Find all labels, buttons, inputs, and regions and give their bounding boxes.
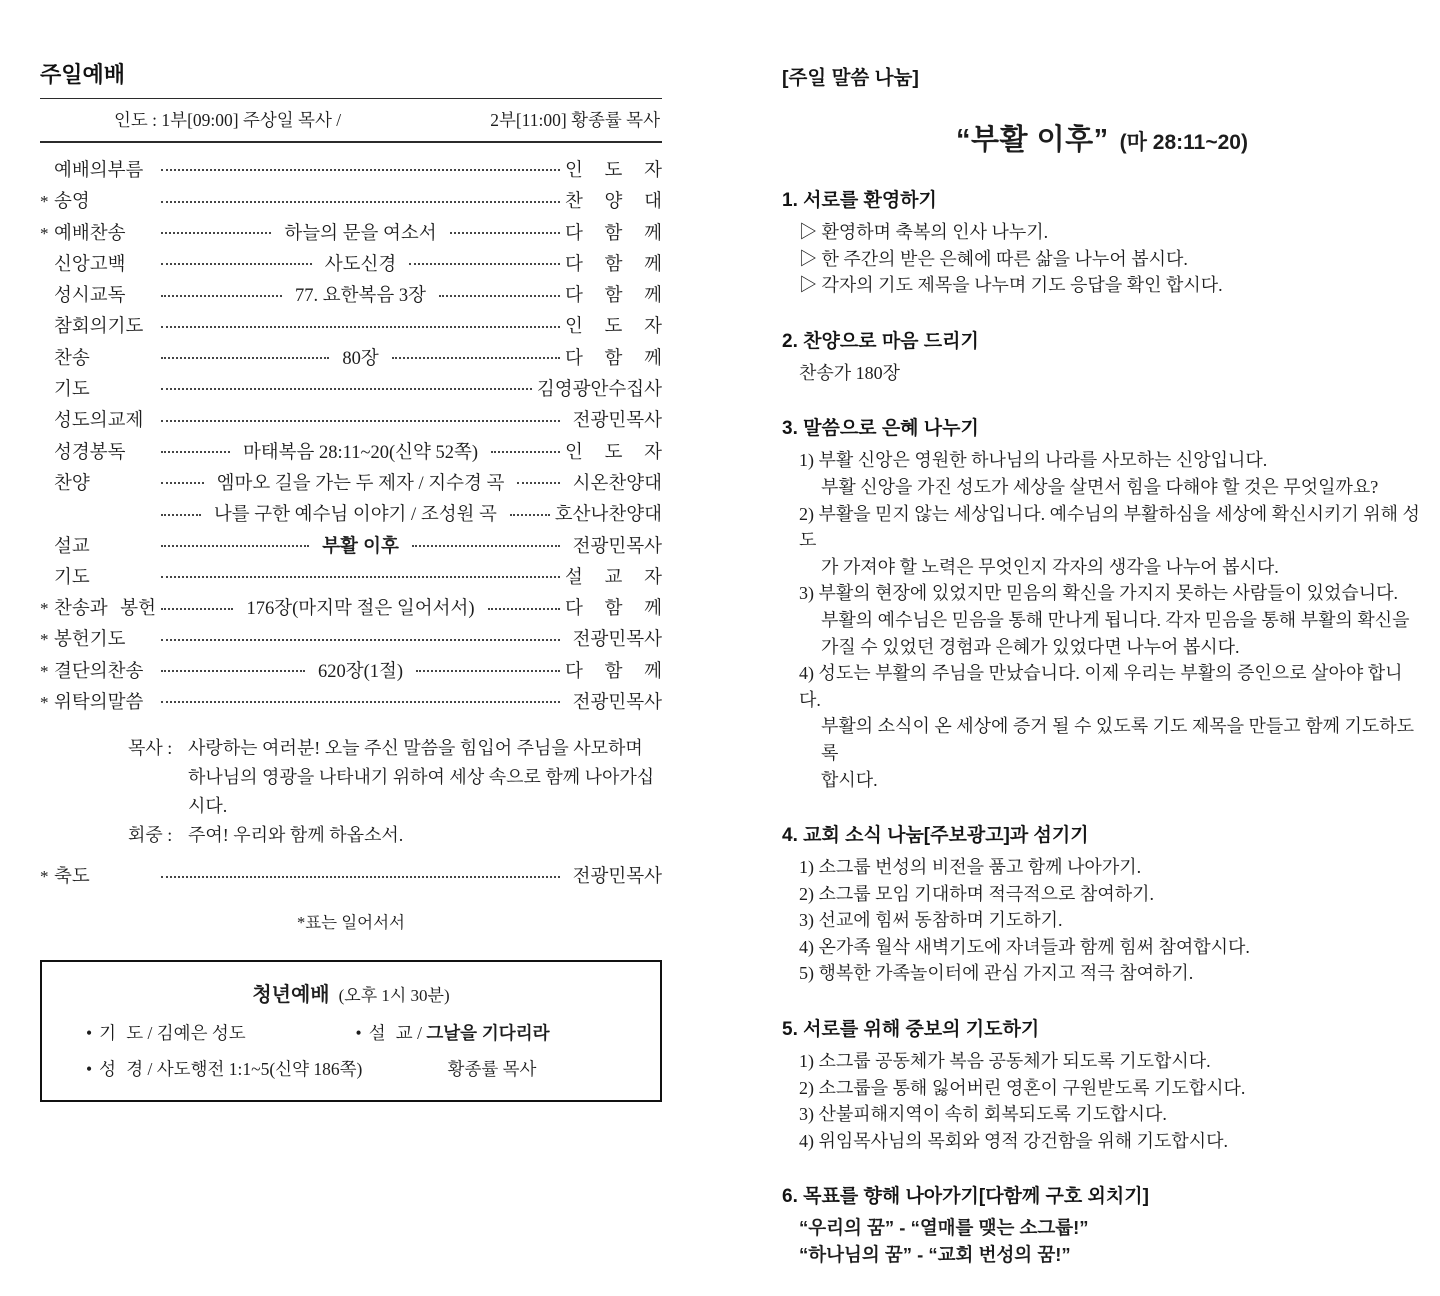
item-line: 3) 부활의 현장에 있었지만 믿음의 확신을 가지지 못하는 사람들이 있었습니다. [799,583,1399,604]
worship-item-label: 신앙고백 [54,254,126,275]
worship-item-detail: 나를 구한 예수님 이야기 / 조성원 곡 [213,505,497,526]
item-line: 2) 소그룹을 통해 잃어버린 영혼이 구원받도록 기도합시다. [799,1077,1246,1098]
worship-order-panel [40,58,662,1102]
bullet-mark: • [355,1022,362,1043]
standing-star-mark: * [40,661,49,681]
dot-leader [505,504,555,521]
worship-item-detail: 사도신경 [324,254,397,275]
worship-item-label: 찬양 [54,473,90,494]
section-heading: 2. 찬양으로 마음 드리기 [782,330,979,352]
bullet-mark: • [86,1058,93,1079]
dot-leader [156,285,287,302]
bullet-mark: • [86,1022,93,1043]
sermon-scripture-ref: (마 28:11~20) [1119,131,1248,154]
notes-sections [782,185,1422,1269]
dot-leader [156,191,565,208]
item-line: 4) 성도는 부활의 주님을 만났습니다. 이제 우리는 부활의 증인으로 살아야 합니다. [799,663,1403,710]
worship-item-label: 설교 [54,536,90,557]
leader-first-service: 인도 : 1부[09:00] 주상일 목사 / [114,110,342,130]
pastor-line: 사랑하는 여러분! 오늘 주신 말씀을 힘입어 주님을 사모하며 [188,738,643,759]
item-line: 1) 부활 신앙은 영원한 하나님의 나라를 사모하는 신앙입니다. [799,450,1268,471]
section-item [799,272,1422,299]
worship-item-person: 전광민목사 [572,536,662,557]
dot-leader [156,866,565,883]
worship-item-person: 인 도 자 [565,161,662,181]
youth-item: • 기 도 / 김예은 성도 [58,1020,328,1045]
sermon-title: “부활 이후” [956,124,1109,156]
section-item [799,501,1422,581]
worship-item-label: 예배찬송 [54,223,126,244]
notes-section [782,326,1422,387]
sermon-notes-panel [782,62,1422,1296]
worship-row [40,156,662,187]
section-item [799,907,1422,934]
item-line: 1) 소그룹 번성의 비전을 품고 함께 나아가기. [799,857,1142,878]
congregation-label: 회중 : [128,825,173,846]
worship-row [40,862,662,893]
item-line: 3) 산불피해지역이 속히 회복되도록 기도합시다. [799,1104,1167,1125]
notes-section [782,820,1422,987]
section-item [799,934,1422,961]
dot-leader [434,285,565,302]
worship-row [40,187,662,218]
worship-row [40,219,662,250]
worship-item-person: 시온찬양대 [572,473,662,494]
item-line: 1) 소그룹 공동체가 복음 공동체가 되도록 기도합시다. [799,1051,1211,1072]
item-line: 3) 선교에 힘써 동참하며 기도하기. [799,910,1063,931]
worship-rows [40,156,662,719]
worship-item-label: 찬송과 봉헌 [54,599,156,620]
standing-star-mark: * [40,693,49,713]
item-line: ▷ 한 주간의 받은 은혜에 따른 삶을 나누어 봅시다. [799,248,1188,269]
dot-leader [156,222,276,239]
benediction-row [40,862,662,893]
worship-row [40,657,662,688]
worship-item-person: 인 도 자 [565,442,663,463]
item-line: 4) 온가족 월삭 새벽기도에 자녀들과 함께 힘써 참여합시다. [799,936,1250,957]
worship-title: 주일예배 [40,62,126,87]
worship-item-label: 예배의부름 [54,161,144,181]
dot-leader [156,159,565,176]
worship-item-label: 축도 [54,867,90,888]
standing-footnote: *표는 일어서서 [296,912,405,932]
worship-item-person: 다 함 께 [565,223,662,244]
youth-title-line [58,978,644,1007]
section-items [799,447,1422,793]
dot-leader [445,222,565,239]
worship-item-detail: 하늘의 문을 여소서 [284,223,437,244]
worship-item-person: 인 도 자 [565,317,662,338]
dot-leader [156,598,238,615]
section-item [799,1215,1422,1242]
notes-header: [주일 말씀 나눔] [782,67,919,89]
dot-leader [156,660,310,677]
item-line: 찬송가 180장 [799,362,901,383]
congregation-response-row [128,821,662,850]
dot-leader [407,535,565,552]
section-items [799,360,1422,387]
notes-section [782,413,1422,793]
dot-leader [404,253,565,270]
section-item [799,219,1422,246]
worship-row [40,406,662,437]
dot-leader [156,347,334,364]
worship-item-person: 전광민목사 [572,693,662,714]
worship-row [40,344,662,375]
section-item [799,1242,1422,1269]
item-line: ▷ 각자의 기도 제목을 나누며 기도 응답을 확인 합시다. [799,275,1223,296]
worship-item-person: 다 함 께 [565,254,663,275]
notes-section [782,1014,1422,1154]
section-heading: 1. 서로를 환영하기 [782,190,937,211]
dot-leader [156,472,209,489]
item-line: 부활의 소식이 온 세상에 증거 될 수 있도록 기도 제목을 만들고 함께 기도하도록 [821,716,1415,763]
section-heading: 4. 교회 소식 나눔[주보광고]과 섬기기 [782,825,1089,847]
dot-leader [156,410,565,427]
section-item [799,246,1422,273]
dot-leader [156,316,565,333]
section-items [799,219,1422,299]
worship-item-detail: 엠마오 길을 가는 두 제자 / 지수경 곡 [216,473,505,494]
section-item [799,580,1422,660]
congregation-line: 주여! 우리와 함께 하옵소서. [188,825,404,846]
standing-star-mark: * [40,867,49,887]
section-item [799,447,1422,500]
worship-item-person: 다 함 께 [565,599,663,620]
worship-item-label: 참회의기도 [54,317,144,338]
youth-item-value: 황종률 목사 [447,1058,537,1079]
worship-row [40,594,662,625]
worship-row [40,438,662,469]
worship-item-person: 다 함 께 [565,661,663,682]
youth-item-value: 김예은 성도 [156,1022,246,1043]
section-items [799,854,1422,987]
worship-item-detail: 176장(마지막 절은 일어서서) [246,599,475,620]
worship-item-label: 기도 [54,567,90,588]
section-item [799,854,1422,881]
dot-leader [156,629,565,646]
item-line: 부활의 예수님은 믿음을 통해 만나게 됩니다. 각자 믿음을 통해 부활의 확신을 [821,609,1410,630]
worship-row [40,312,662,343]
worship-item-person: 전광민목사 [572,411,662,432]
leader-second-service: 2부[11:00] 황종률 목사 [490,110,660,130]
pastor-line: 하나님의 영광을 나타내기 위하여 세상 속으로 함께 나아가십시다. [188,767,655,817]
notes-section [782,185,1422,299]
section-heading: 3. 말씀으로 은혜 나누기 [782,418,979,440]
youth-title: 청년예배 [252,983,330,1006]
youth-item: • 설 교 / 그날을 기다리라 [328,1020,644,1045]
sermon-title-line [782,117,1422,158]
section-items [799,1048,1422,1154]
item-line: 합시다. [821,769,878,790]
item-line: 2) 소그룹 모임 기대하며 적극적으로 참여하기. [799,883,1154,904]
worship-item-label: 봉헌기도 [54,630,126,651]
youth-item-value: 사도행전 1:1~5(신약 186쪽) [156,1058,363,1079]
responsive-reading [128,734,662,850]
worship-item-person: 다 함 께 [565,286,663,307]
youth-item [328,1056,644,1081]
dot-leader [156,504,206,521]
item-line: 2) 부활을 믿지 않는 세상입니다. 예수님의 부활하심을 세상에 확신시키기 위해 성도 [799,503,1420,551]
worship-row [40,250,662,281]
worship-row [40,688,662,719]
worship-item-label: 찬송 [54,348,90,369]
worship-item-person: 전광민목사 [572,630,662,651]
worship-item-label: 결단의찬송 [54,661,144,682]
worship-item-person: 설 교 자 [565,567,662,588]
worship-item-label: 위탁의말씀 [54,693,144,714]
item-line: “우리의 꿈” - “열매를 맺는 소그룹!” [799,1217,1089,1239]
worship-item-detail: 77. 요한복음 3장 [295,286,426,307]
pastor-response-row [128,734,662,821]
item-line: ▷ 환영하며 축복의 인사 나누기. [799,222,1049,242]
section-heading: 5. 서로를 위해 중보의 기도하기 [782,1019,1040,1041]
worship-item-detail: 마태복음 28:11~20(신약 52쪽) [242,442,479,463]
section-item [799,1128,1422,1155]
item-line: 4) 위임목사님의 목회와 영적 강건함을 위해 기도합시다. [799,1130,1229,1151]
dot-leader [156,691,565,708]
pastor-label: 목사 : [128,738,173,759]
dot-leader [512,472,565,489]
youth-time: (오후 1시 30분) [338,985,450,1005]
section-item [799,1075,1422,1102]
section-item [799,1048,1422,1075]
youth-item-label: 기 도 [99,1022,144,1043]
worship-item-label: 송영 [54,192,90,213]
dot-leader [156,378,537,395]
worship-row [40,469,662,500]
standing-star-mark: * [40,630,49,650]
worship-item-person: 호산나찬양대 [554,505,663,526]
notes-section [782,1181,1422,1268]
worship-item-person: 다 함 께 [565,348,662,369]
youth-item-label: 설 교 [368,1022,413,1043]
section-item [799,360,1422,387]
item-line: 가질 수 있었던 경험과 은혜가 있었다면 나누어 봅시다. [821,636,1240,657]
worship-row [40,563,662,594]
worship-row [40,500,662,531]
section-item [799,660,1422,793]
worship-item-detail: 80장 [342,348,379,369]
dot-leader [156,441,235,458]
youth-item: • 성 경 / 사도행전 1:1~5(신약 186쪽) [58,1056,328,1081]
section-item [799,960,1422,987]
dot-leader [483,598,565,615]
worship-row [40,625,662,656]
divider-under-leaders [40,141,662,143]
standing-star-mark: * [40,599,49,619]
youth-worship-box [40,960,662,1102]
standing-star-mark: * [40,192,49,212]
pastor-lines [188,734,662,821]
dot-leader [156,566,565,583]
worship-item-label: 성시교독 [54,286,126,307]
item-line: 부활 신앙을 가진 성도가 세상을 살면서 힘을 다해야 할 것은 무엇일까요? [821,476,1379,497]
worship-item-detail: 620장(1절) [317,661,404,682]
youth-item-label: 성 경 [99,1058,144,1079]
dot-leader [411,660,565,677]
dot-leader [156,535,314,552]
worship-item-label: 성도의교제 [54,411,144,432]
worship-item-label: 성경봉독 [54,442,126,463]
worship-row [40,281,662,312]
worship-item-label: 기도 [54,380,90,401]
item-line: 5) 행복한 가족놀이터에 관심 가지고 적극 참여하기. [799,963,1194,984]
worship-item-detail: 부활 이후 [322,534,399,556]
youth-item-value: 그날을 기다리라 [426,1022,550,1043]
worship-item-person: 찬 양 대 [565,192,662,213]
section-item [799,1101,1422,1128]
item-line: “하나님의 꿈” - “교회 번성의 꿈!” [799,1244,1071,1266]
dot-leader [486,441,565,458]
worship-item-person: 전광민목사 [572,867,662,888]
dot-leader [156,253,317,270]
dot-leader [387,347,565,364]
service-leaders-line [40,99,662,141]
section-item [799,881,1422,908]
worship-row [40,375,662,406]
youth-grid [58,1020,644,1081]
worship-item-person: 김영광안수집사 [536,380,662,401]
standing-star-mark: * [40,223,49,243]
item-line: 가 가져야 할 노력은 무엇인지 각자의 생각을 나누어 봅시다. [821,556,1279,577]
section-heading: 6. 목표를 향해 나아가기[다함께 구호 외치기] [782,1186,1149,1208]
section-items [799,1215,1422,1268]
worship-row [40,532,662,563]
